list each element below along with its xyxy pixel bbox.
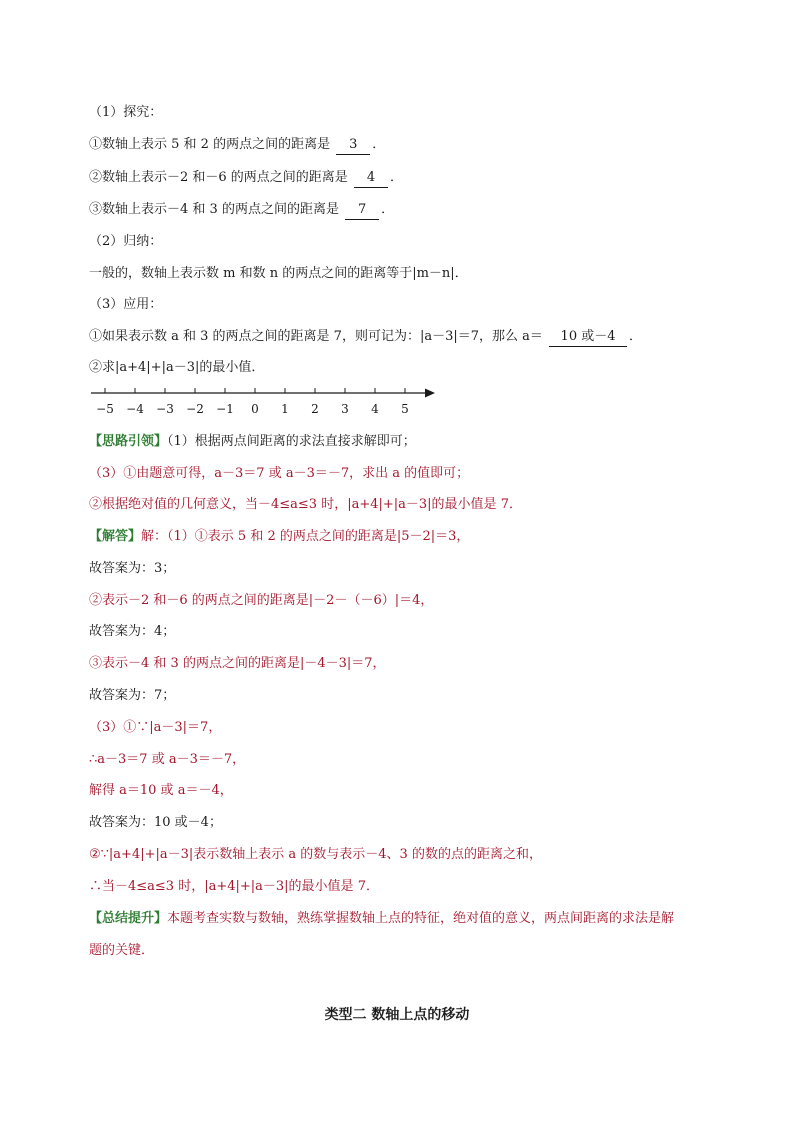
hint-line-1: [89, 433, 416, 451]
hint-line-3: ②根据绝对值的几何意义，当－4≤a≤3 时，|a+4|+|a－3|的最小值是 7．: [89, 497, 522, 512]
answer-line-7: （3）①∵|a－3|＝7，: [89, 720, 222, 735]
tick-label: 5: [401, 402, 409, 416]
period: ．: [389, 170, 403, 185]
summary-line-2: 题的关键．: [89, 943, 155, 958]
arrow-head-icon: [425, 389, 435, 398]
summary-line-1: [89, 910, 674, 928]
tick-label: 2: [311, 402, 319, 416]
period: ．: [381, 202, 395, 217]
answer-line-11: ②∵|a+4|+|a－3|表示数轴上表示 a 的数与表示－4、3 的数的点的距离之和，: [89, 847, 542, 862]
tick-label: 3: [341, 402, 349, 416]
question-text: ②数轴上表示－2 和－6 的两点之间的距离是: [89, 170, 348, 185]
tick-label: −5: [96, 402, 114, 416]
part2-heading: （2）归纳：: [89, 234, 163, 249]
tick-label: −1: [216, 402, 234, 416]
tick-label: 0: [251, 402, 259, 416]
part2-text: 一般的，数轴上表示数 m 和数 n 的两点之间的距离等于|m－n|．: [89, 266, 468, 281]
hint-tag: 【思路引领】: [89, 434, 168, 449]
answer-line-3: ②表示－2 和－6 的两点之间的距离是|－2－（－6）|＝4，: [89, 593, 434, 608]
question-text: ①如果表示数 a 和 3 的两点之间的距离是 7，则可记为：|a－3|＝7，那么 a＝: [89, 329, 543, 344]
period: ．: [629, 329, 643, 344]
part3-question-1: [89, 328, 642, 347]
answer-line-2: 故答案为：3；: [89, 561, 176, 576]
period: ．: [372, 137, 386, 152]
answer-text: 解：（1）①表示 5 和 2 的两点之间的距离是|5－2|＝3，: [141, 529, 470, 544]
summary-tag: 【总结提升】: [89, 911, 168, 926]
answer-line-6: 故答案为：7；: [89, 688, 176, 703]
summary-text: 本题考查实数与数轴，熟练掌握数轴上点的特征，绝对值的意义，两点间距离的求法是解: [167, 911, 675, 926]
hint-text: （1）根据两点间距离的求法直接求解即可；: [167, 434, 416, 449]
answer-line-9: 解得 a＝10 或 a＝－4，: [89, 783, 233, 798]
answer-blank: 3: [336, 136, 370, 155]
answer-line-12: ∴当－4≤a≤3 时，|a+4|+|a－3|的最小值是 7．: [89, 879, 379, 894]
question-text: ③数轴上表示－4 和 3 的两点之间的距离是: [89, 202, 339, 217]
answer-line-10: 故答案为：10 或－4；: [89, 815, 222, 830]
answer-tag: 【解答】: [89, 529, 142, 544]
tick-label: −2: [186, 402, 204, 416]
answer-blank: 7: [345, 201, 379, 220]
part1-question-1: [89, 136, 385, 155]
part3-question-2: ②求|a+4|+|a－3|的最小值．: [89, 360, 265, 375]
hint-line-2: （3）①由题意可得，a－3＝7 或 a－3＝－7，求出 a 的值即可；: [89, 466, 470, 481]
tick-label: −3: [156, 402, 174, 416]
answer-line-8: ∴a－3＝7 或 a－3＝－7，: [89, 752, 246, 767]
tick-label: 4: [371, 402, 379, 416]
tick-label: 1: [281, 402, 289, 416]
answer-blank: 10 或－4: [549, 328, 627, 347]
part1-question-2: [89, 169, 403, 188]
section-title: 类型二 数轴上点的移动: [324, 1007, 470, 1023]
answer-blank: 4: [354, 169, 388, 188]
answer-line-4: 故答案为：4；: [89, 624, 176, 639]
number-line: [89, 382, 449, 422]
part1-heading: （1）探究：: [89, 105, 163, 120]
answer-line-5: ③表示－4 和 3 的两点之间的距离是|－4－3|＝7，: [89, 656, 386, 671]
answer-line-1: [89, 528, 469, 546]
tick-label: −4: [126, 402, 144, 416]
part1-question-3: [89, 201, 394, 220]
question-text: ①数轴上表示 5 和 2 的两点之间的距离是: [89, 137, 331, 152]
part3-heading: （3）应用：: [89, 297, 163, 312]
